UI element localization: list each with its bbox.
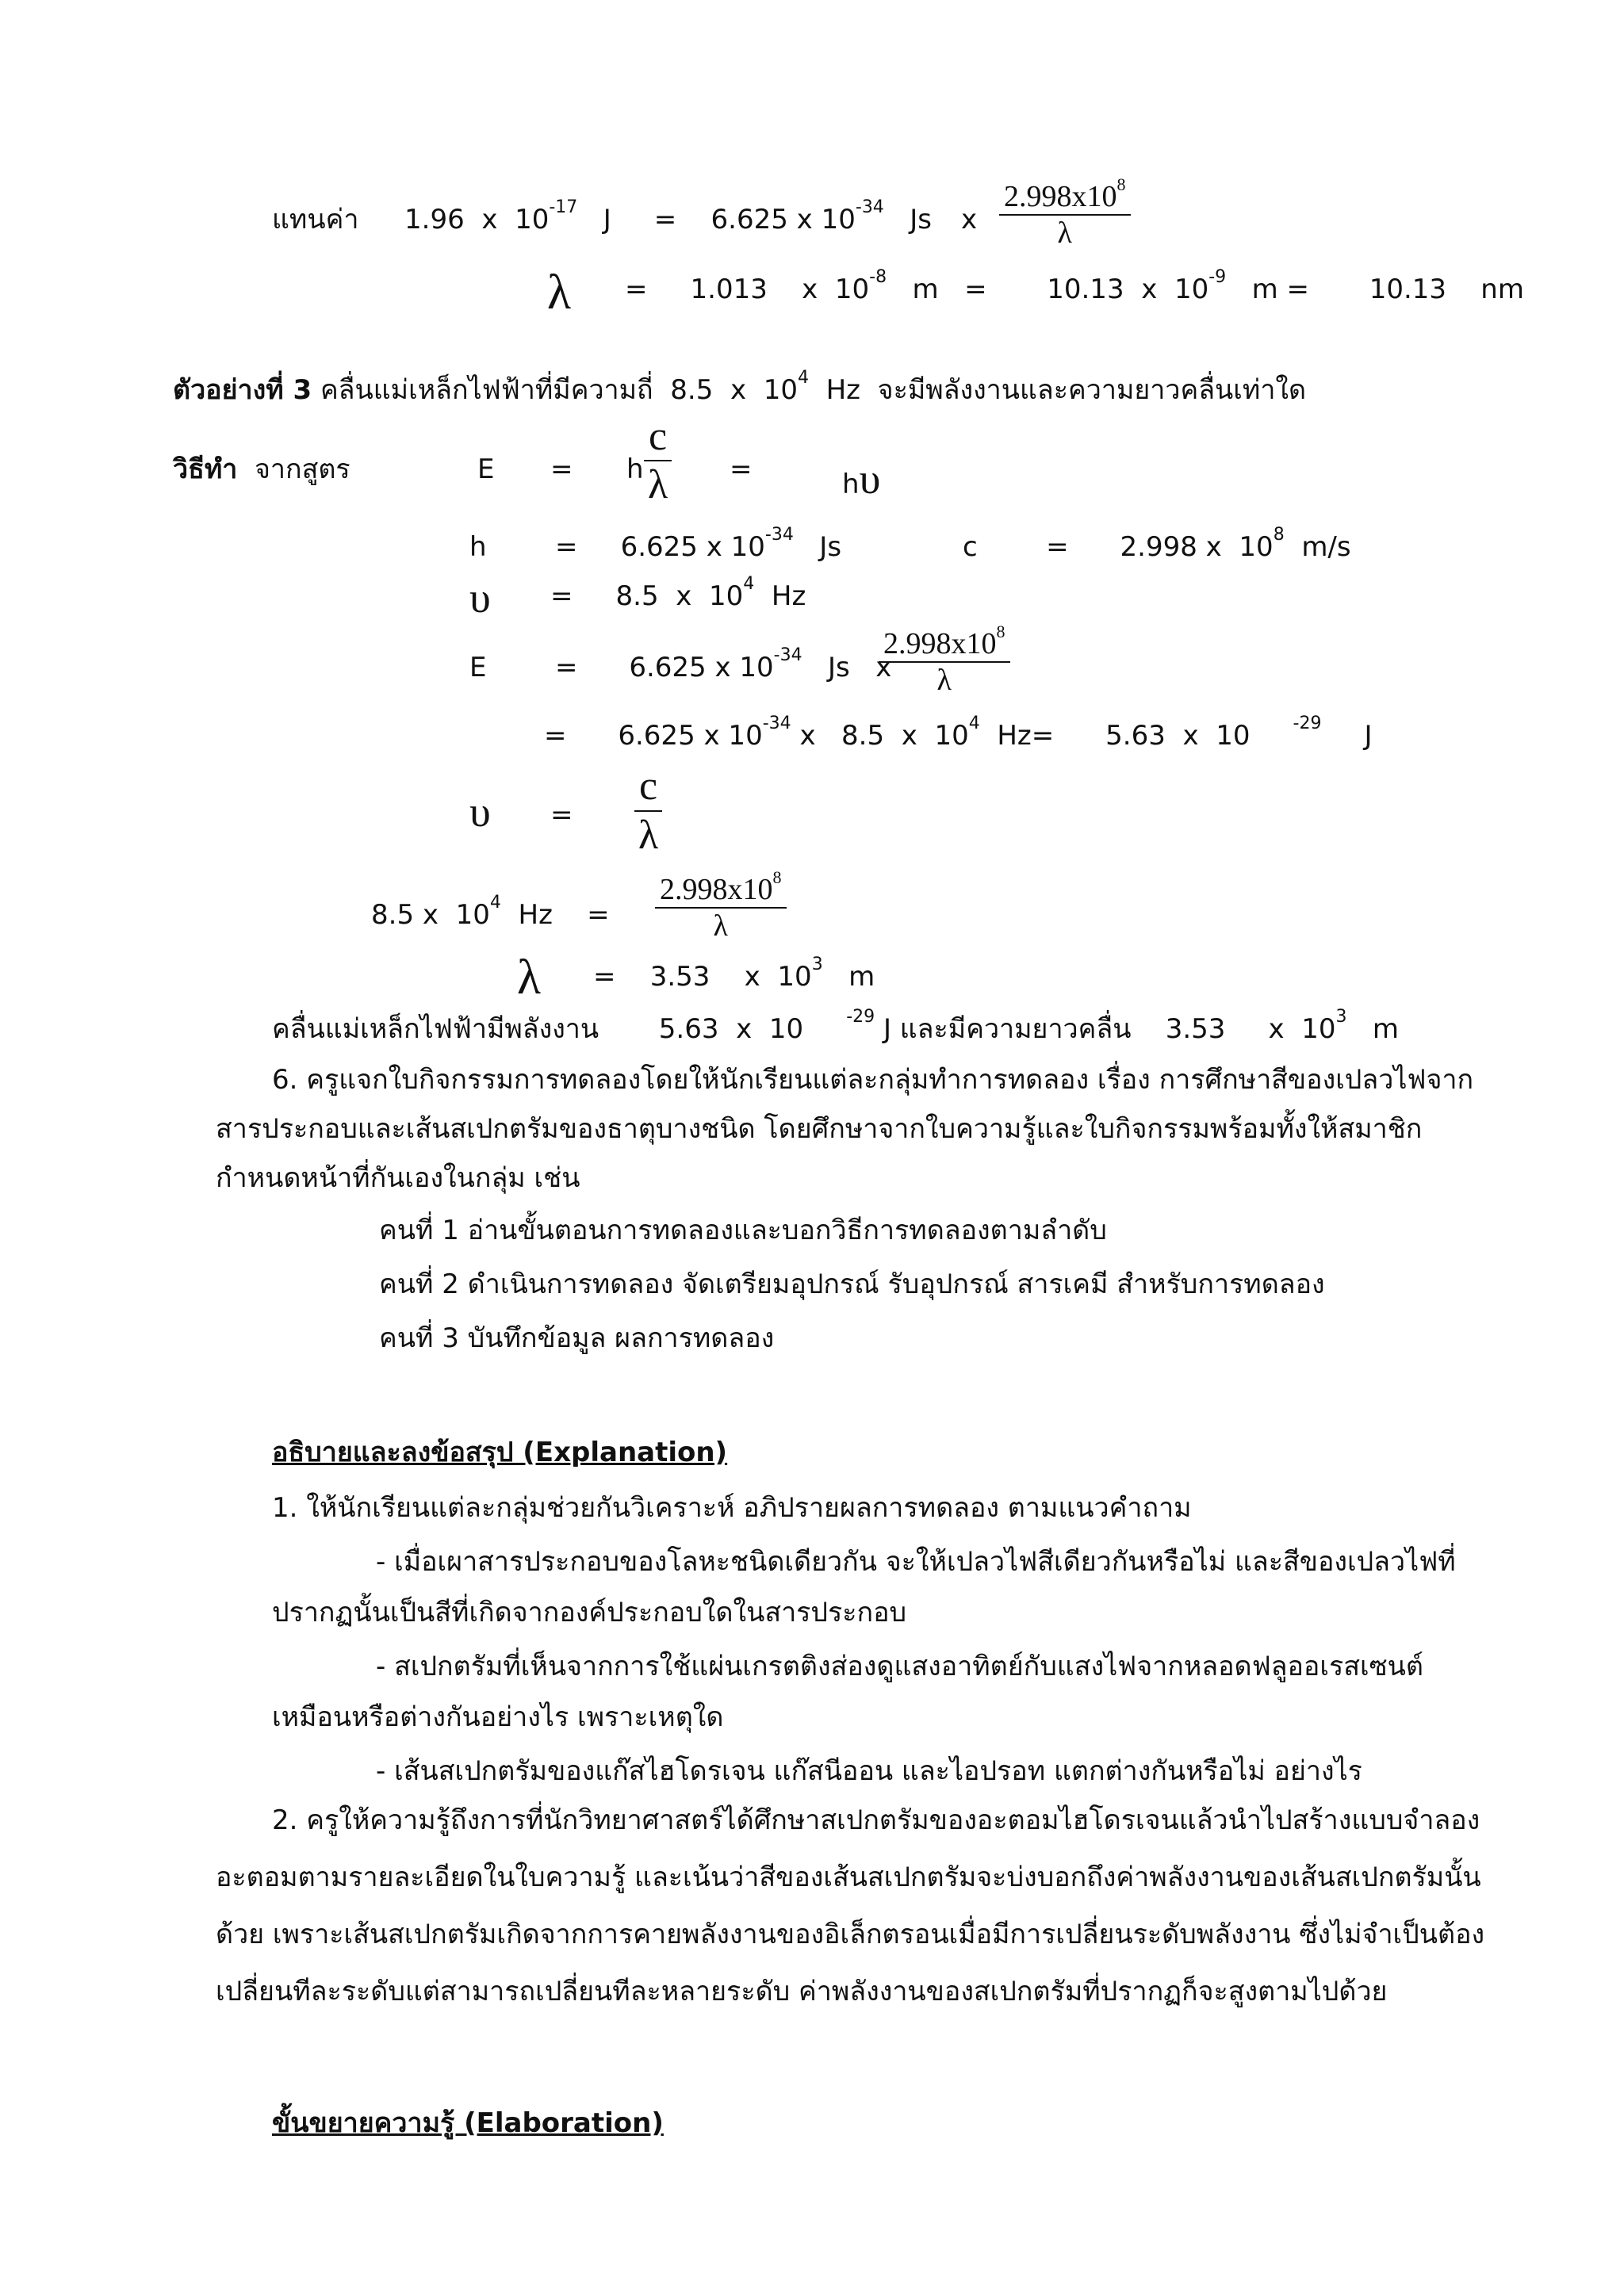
E-fraction: $\frac{2.998x10^8}{\lambda}$: [879, 626, 1010, 698]
example3-line: ตัวอย่างที่ 3 คลื่นแม่เหล็กไฟฟ้าที่มีความถี่ 8.5 x $10^4$ Hz จะมีพลังงานและความยาวคลื่นเท่าใด: [173, 368, 1307, 406]
formula-eq1: =: [550, 453, 573, 485]
h-definition: h = 6.625 x $10^{-34}$ Js: [469, 525, 842, 563]
explanation-b2a: - สเปกตรัมที่เห็นจากการใช้แผ่นเกรตติงส่องดูแสงอาทิตย์กับแสงไฟจากหลอดฟลูออเรสเซนต์: [376, 1651, 1423, 1682]
E-result: = 6.625 x $10^{-34}$ x 8.5 x $10^4$ Hz= 5.63 x 10 $^{-29}$ J: [544, 714, 1373, 752]
explanation-b3: - เส้นสเปกตรัมของแก๊สไฮโดรเจน แก๊สนีออน และไอปรอท แตกต่างกันหรือไม่ อย่างไร: [376, 1755, 1362, 1787]
formula-hnu: hυ: [842, 455, 881, 503]
E-line: E = 6.625 x $10^{-34}$ Js x: [469, 645, 892, 683]
substitution-line: 8.5 x $10^4$ Hz =: [371, 893, 610, 931]
formula-c-over-lambda: $\frac{c}{\lambda}$: [644, 414, 672, 509]
calc1-line1: 1.96 x $10^{-17}$ J = 6.625 x $10^{-34}$ Js: [404, 197, 932, 235]
calc1-line2: λ: [547, 266, 572, 320]
formula-E: E: [477, 453, 495, 485]
formula-h: h: [626, 453, 644, 485]
item6-line1: 6. ครูแจกใบกิจกรรมการทดลองโดยให้นักเรียนแต่ละกลุ่มทำการทดลอง เรื่อง การศึกษาสีของเปลวไฟจาก: [272, 1064, 1474, 1096]
nu-definition: = 8.5 x $10^4$ Hz: [550, 574, 806, 612]
elaboration-heading: ขั้นขยายความรู้ (Elaboration): [272, 2107, 664, 2139]
calc1-fraction: $\frac{2.998x10^8}{\lambda}$: [999, 179, 1131, 251]
calc1-line2-values: = 1.013 x $10^{-8}$ m = 10.13 x $10^{-9}$ m = 10.13 nm: [625, 267, 1524, 305]
nu-definition-symbol: υ: [469, 574, 491, 622]
member-3: คนที่ 3 บันทึกข้อมูล ผลการทดลอง: [379, 1322, 775, 1354]
solution-label: วิธีทำ จากสูตร: [173, 453, 350, 485]
explanation-b1a: - เมื่อเผาสารประกอบของโลหะชนิดเดียวกัน จะให้เปลวไฟสีเดียวกันหรือไม่ และสีของเปลวไฟที่: [376, 1546, 1456, 1578]
substitution-fraction: $\frac{2.998x10^8}{\lambda}$: [655, 872, 787, 943]
explanation-q2-line2: อะตอมตามรายละเอียดในใบความรู้ และเน้นว่าสีของเส้นสเปกตรัมจะบ่งบอกถึงค่าพลังงานของเส้นสเปกตรัมนั้น: [216, 1862, 1481, 1893]
explanation-q2-line1: 2. ครูให้ความรู้ถึงการที่นักวิทยาศาสตร์ได้ศึกษาสเปกตรัมของอะตอมไฮโดรเจนแล้วนำไปสร้างแบบจำลอง: [272, 1804, 1480, 1836]
explanation-q2-line4: เปลี่ยนทีละระดับแต่สามารถเปลี่ยนทีละหลายระดับ ค่าพลังงานของสเปกตรัมที่ปรากฏก็จะสูงตามไปด้วย: [216, 1976, 1388, 2007]
c-definition: c = 2.998 x $10^8$ m/s: [963, 525, 1351, 563]
lambda-result-symbol: λ: [517, 951, 542, 1004]
calc1-label: แทนค่า: [272, 204, 359, 235]
member-2: คนที่ 2 ดำเนินการทดลอง จัดเตรียมอุปกรณ์ รับอุปกรณ์ สารเคมี สำหรับการทดลอง: [379, 1269, 1325, 1300]
member-1: คนที่ 1 อ่านขั้นตอนการทดลองและบอกวิธีการทดลองตามลำดับ: [379, 1215, 1107, 1246]
calc1-times: x: [961, 204, 978, 235]
explanation-b1b: ปรากฏนั้นเป็นสีที่เกิดจากองค์ประกอบใดในสารประกอบ: [272, 1597, 907, 1628]
item6-line2: สารประกอบและเส้นสเปกตรัมของธาตุบางชนิด โดยศึกษาจากใบความรู้และใบกิจกรรมพร้อมทั้งให้สมาชิก: [216, 1113, 1423, 1145]
conclusion-line: คลื่นแม่เหล็กไฟฟ้ามีพลังงาน 5.63 x 10 $^{-29}$ J และมีความยาวคลื่น 3.53 x $10^3$ m: [272, 1007, 1400, 1045]
item6-line3: กำหนดหน้าที่กันเองในกลุ่ม เช่น: [216, 1162, 580, 1194]
explanation-heading: อธิบายและลงข้อสรุป (Explanation): [272, 1437, 728, 1468]
nu-equals-symbol: υ: [469, 788, 491, 836]
explanation-q2-line3: ด้วย เพราะเส้นสเปกตรัมเกิดจากการคายพลังงานของอิเล็กตรอนเมื่อมีการเปลี่ยนระดับพลังงาน ซึ่งไม่จำเป็นต้อง: [216, 1919, 1485, 1950]
formula-eq2: =: [730, 453, 753, 485]
lambda-result: = 3.53 x $10^3$ m: [593, 955, 875, 993]
explanation-b2b: เหมือนหรือต่างกันอย่างไร เพราะเหตุใด: [272, 1701, 724, 1733]
nu-c-over-lambda: $\frac{c}{\lambda}$: [634, 763, 662, 859]
nu-equals: =: [550, 799, 573, 831]
explanation-q1: 1. ให้นักเรียนแต่ละกลุ่มช่วยกันวิเคราะห์ อภิปรายผลการทดลอง ตามแนวคำถาม: [272, 1492, 1192, 1524]
